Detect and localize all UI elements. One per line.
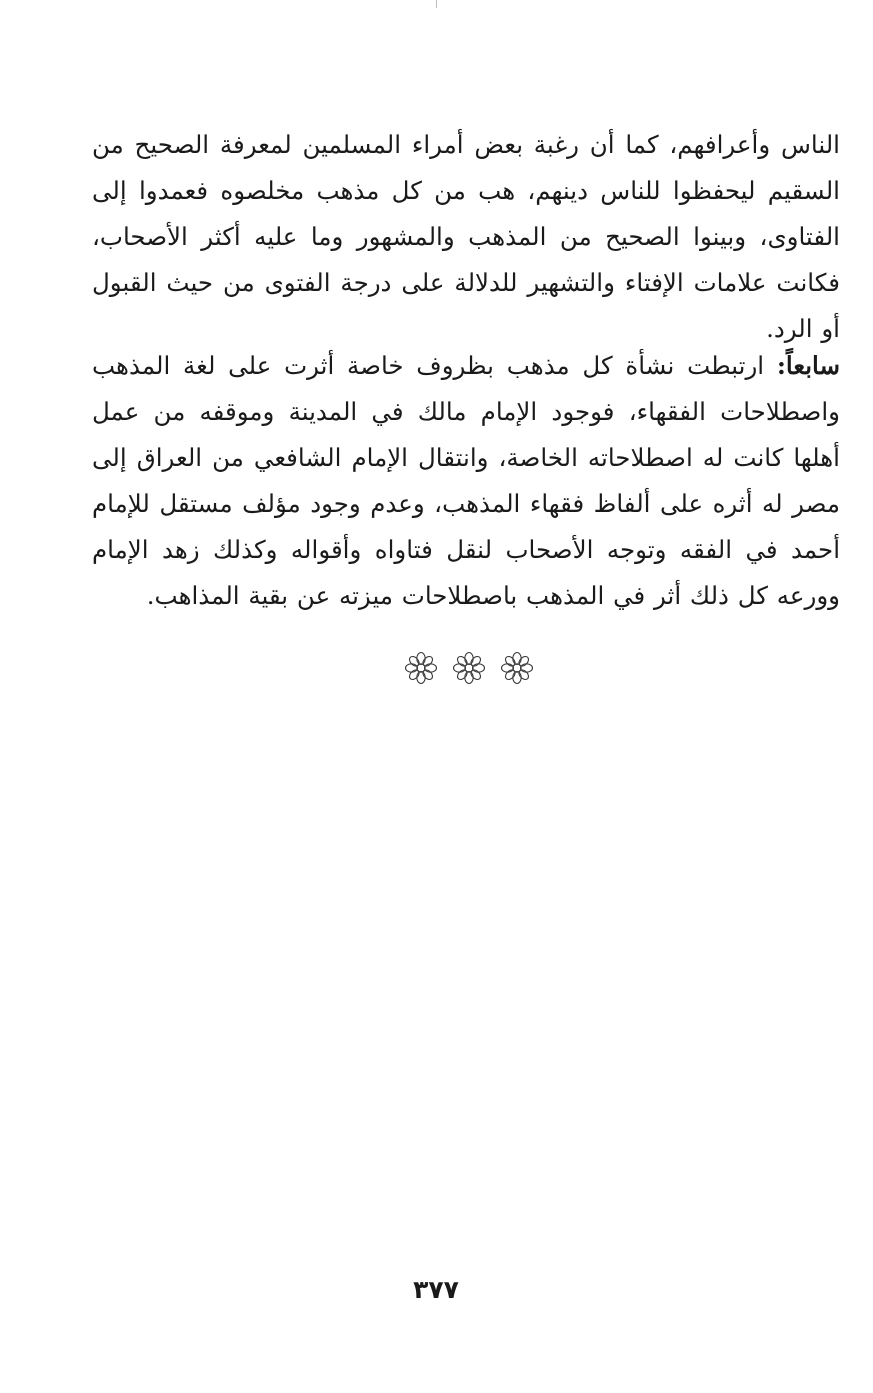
paragraph-2	[92, 343, 840, 619]
paragraph-2-lead: سابعاً:	[776, 350, 840, 380]
floral-ornament-icon	[452, 651, 486, 685]
floral-ornament-icon	[404, 651, 438, 685]
section-end-ornaments	[404, 649, 534, 687]
floral-ornament-icon	[500, 651, 534, 685]
paragraph-2-body: ارتبطت نشأة كل مذهب بظروف خاصة أثرت على لغة المذهب واصطلاحات الفقهاء، فوجود الإمام مالك في المدينة وموقفه من عمل أهلها كانت له اصطلاحاته الخاصة، وانتقال الإمام الشافعي من العراق إلى مصر له أثره على ألفاظ فقهاء المذهب، وعدم وجود مؤلف مستقل للإمام أحمد في الفقه وتوجه الأصحاب لنقل فتاواه وأقواله وكذلك زهد الإمام وورعه كل ذلك أثر في المذهب باصطلاحات ميزته عن بقية المذاهب.	[92, 350, 840, 610]
page-number: ٣٧٧	[413, 1275, 459, 1304]
paragraph-1: الناس وأعرافهم، كما أن رغبة بعض أمراء المسلمين لمعرفة الصحيح من السقيم ليحفظوا للناس دينهم، هب من كل مذهب مخلصوه فعمدوا إلى الفتاوى، وبينوا الصحيح من المذهب والمشهور وما عليه أكثر الأصحاب، فكانت علامات الإفتاء والتشهير للدلالة على درجة الفتوى من حيث القبول أو الرد.	[92, 129, 840, 343]
page-top-mark	[436, 0, 437, 8]
